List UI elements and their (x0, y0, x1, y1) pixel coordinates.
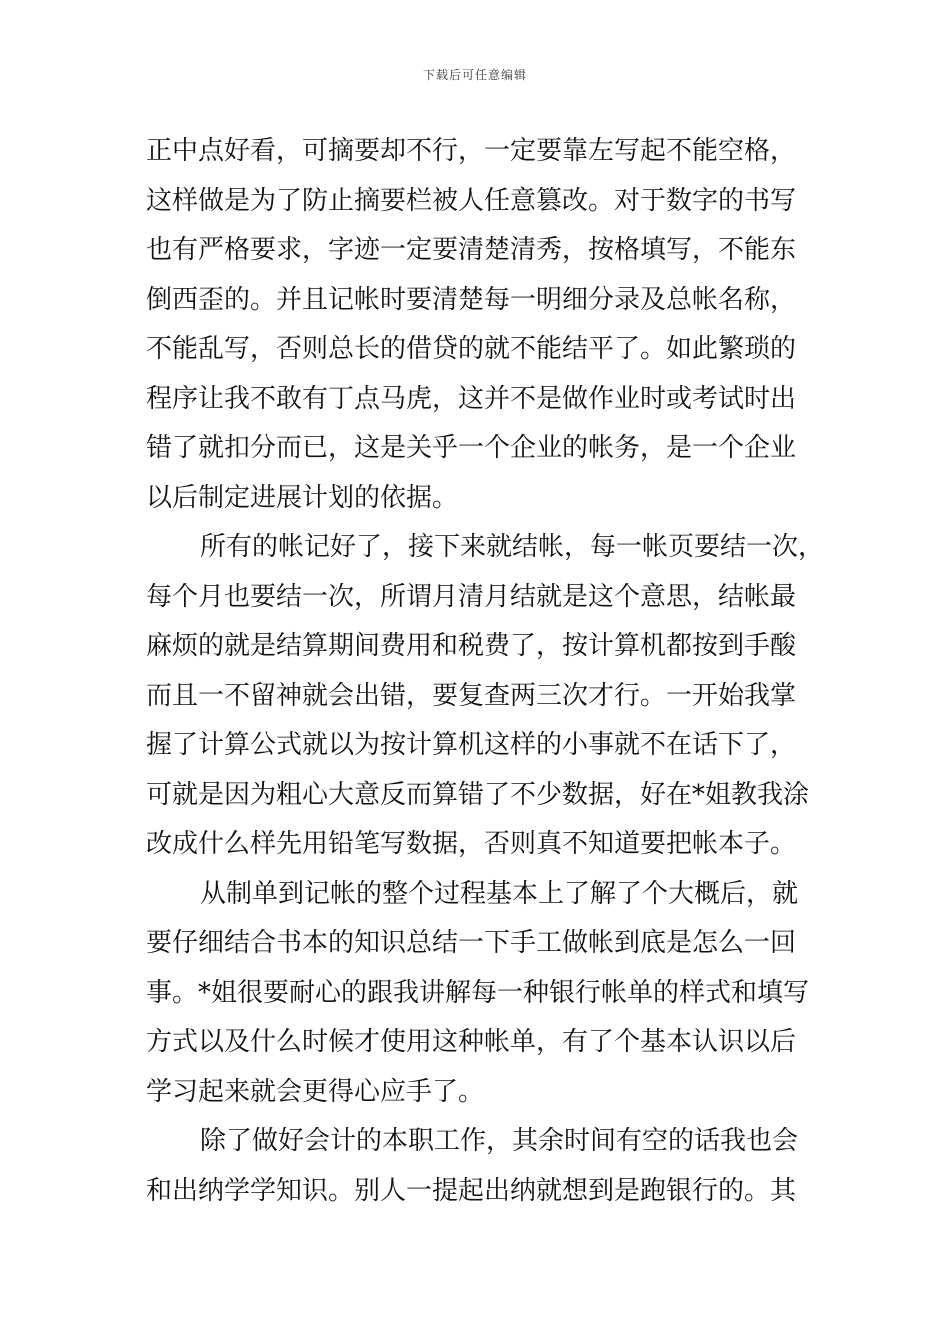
text-line: 程序让我不敢有丁点马虎，这并不是做作业时或考试时出 (146, 383, 797, 414)
paragraph-first-line: 除了做好会计的本职工作，其余时间有空的话我也会 (200, 1126, 799, 1156)
text-line: 而且一不留神就会出错，要复查两三次才行。一开始我掌 (146, 680, 797, 711)
text-line: 和出纳学学知识。别人一提起出纳就想到是跑银行的。其 (146, 1175, 797, 1206)
text-line: 每个月也要结一次，所谓月清月结就是这个意思，结帐最 (146, 581, 797, 612)
paragraph-first-line: 从制单到记帐的整个过程基本上了解了个大概后，就 (200, 878, 799, 909)
paragraph-first-line: 所有的帐记好了，接下来就结帐，每一帐页要结一次， (200, 532, 825, 562)
document-body (146, 127, 836, 1216)
text-line: 方式以及什么时候才使用这种帐单，有了个基本认识以后 (146, 1027, 797, 1057)
text-line: 倒西歪的。并且记帐时要清楚每一明细分录及总帐名称， (146, 284, 797, 315)
text-line: 以后制定进展计划的依据。 (146, 482, 459, 513)
text-line: 不能乱写，否则总长的借贷的就不能结平了。如此繁琐的 (146, 334, 797, 364)
text-line: 要仔细结合书本的知识总结一下手工做帐到底是怎么一回 (146, 928, 797, 958)
text-line: 握了计算公式就以为按计算机这样的小事就不在话下了， (146, 730, 797, 760)
text-line: 可就是因为粗心大意反而算错了不少数据，好在*姐教我涂 (146, 779, 810, 810)
text-line: 正中点好看，可摘要却不行，一定要靠左写起不能空格， (146, 136, 797, 166)
text-line: 学习起来就会更得心应手了。 (146, 1076, 485, 1107)
text-line: 也有严格要求，字迹一定要清楚清秀，按格填写，不能东 (146, 235, 797, 265)
text-line: 改成什么样先用铅笔写数据，否则真不知道要把帐本子。 (146, 829, 797, 859)
page-header: 下载后可任意编辑 (422, 68, 527, 82)
text-line: 麻烦的就是结算期间费用和税费了，按计算机都按到手酸 (146, 631, 797, 661)
text-line: 事。*姐很要耐心的跟我讲解每一种银行帐单的样式和填写 (146, 977, 810, 1008)
text-line: 这样做是为了防止摘要栏被人任意篡改。对于数字的书写 (146, 185, 797, 216)
text-line: 错了就扣分而已，这是关乎一个企业的帐务，是一个企业 (146, 433, 797, 463)
